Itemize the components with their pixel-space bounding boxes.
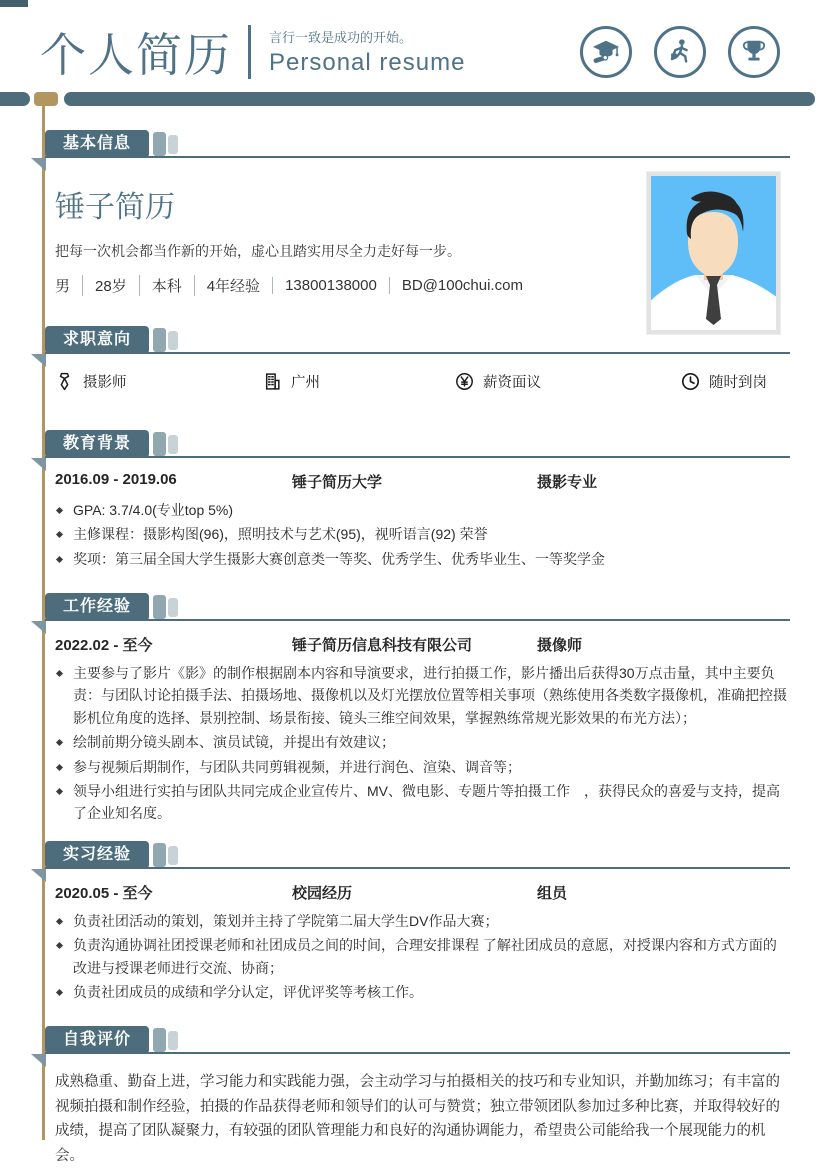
bullet-item: 负责沟通协调社团授课老师和社团成员之间的时间，合理安排课程 了解社团成员的意愿，对授课内容和方式方面的改进与授课老师进行交流、协商；	[55, 934, 790, 979]
bullet-item: 参与视频后期制作，与团队共同剪辑视频，并进行润色、渲染、调音等；	[55, 756, 790, 778]
header-icons	[580, 26, 780, 78]
candidate-summary: 把每一次机会都当作新的开始，虚心且踏实用尽全力走好每一步。	[55, 243, 461, 259]
subtitle-block	[269, 27, 465, 77]
bullet-item: 负责社团成员的成绩和学分认定，评优评奖等考核工作。	[55, 981, 790, 1003]
banner-underline	[45, 867, 790, 869]
clock-icon	[681, 372, 700, 391]
section-title-label: 求职意向	[63, 331, 132, 348]
section-title-self-evaluation	[45, 1026, 149, 1054]
work-role: 摄像师	[537, 637, 583, 654]
section-banner	[30, 130, 790, 158]
salary-icon	[455, 372, 474, 391]
info-degree: 本科	[139, 275, 182, 296]
bullet-item: 负责社团活动的策划，策划并主持了学院第二届大学生DV作品大赛；	[55, 910, 790, 932]
section-title-education	[45, 430, 149, 458]
header-divider-bar	[0, 92, 820, 106]
work-bullets	[55, 662, 790, 825]
section-title-label: 工作经验	[63, 598, 132, 615]
section-title-work	[45, 593, 149, 621]
internship-org: 校园经历	[292, 885, 353, 902]
section-banner	[30, 430, 790, 458]
internship-bullets	[55, 910, 790, 1004]
self-evaluation-text: 成熟稳重、勤奋上进，学习能力和实践能力强，会主动学习与拍摄相关的技巧和专业知识，并勤加练习；有丰富的视频拍摄和制作经验，拍摄的作品获得老师和领导们的认可与赞赏；独立带领团队参加过多种比赛，并取得较好的成绩，提高了团队凝聚力，有较强的团队管理能力和良好的沟通协调能力，希望贵公司能给我一个展现能力的机会。	[55, 1074, 780, 1164]
banner-fold	[31, 158, 46, 171]
banner-fold	[31, 354, 46, 367]
section-work-experience	[30, 593, 790, 827]
section-title-label: 自我评价	[63, 1031, 132, 1048]
trophy-icon	[728, 26, 780, 78]
intent-position-label: 摄影师	[83, 375, 127, 391]
banner-underline	[45, 352, 790, 354]
intent-availability-label: 随时到岗	[709, 375, 767, 391]
banner-tab	[168, 1031, 178, 1050]
section-title-label: 基本信息	[63, 135, 132, 152]
banner-tab	[168, 846, 178, 865]
section-banner	[30, 593, 790, 621]
education-period: 2016.09 - 2019.06	[55, 471, 177, 488]
bullet-item: 主修课程：摄影构图(96)，照明技术与艺术(95)，视听语言(92) 荣誉	[55, 523, 790, 545]
bullet-item: 奖项：第三届全国大学生摄影大赛创意类一等奖、优秀学生、优秀毕业生、一等奖学金	[55, 548, 790, 570]
banner-fold	[31, 621, 46, 634]
running-person-icon	[654, 26, 706, 78]
education-bullets	[55, 499, 790, 570]
section-banner	[30, 1026, 790, 1054]
section-title-label: 教育背景	[63, 435, 132, 452]
banner-tab	[168, 435, 178, 454]
candidate-name: 锤子简历	[55, 191, 175, 224]
banner-underline	[45, 456, 790, 458]
intent-availability	[681, 371, 790, 392]
section-education	[30, 430, 790, 572]
banner-tab	[168, 135, 178, 154]
banner-underline	[45, 156, 790, 158]
info-phone: 13800138000	[272, 277, 377, 294]
education-header-row	[55, 471, 790, 492]
internship-header-row	[55, 882, 790, 903]
bullet-item: 绘制前期分镜头剧本、演员试镜，并提出有效建议；	[55, 731, 790, 753]
banner-fold	[31, 1054, 46, 1067]
divider-gold-square	[34, 92, 58, 106]
section-banner	[30, 841, 790, 869]
intent-city-label: 广州	[291, 375, 320, 391]
banner-tab	[153, 843, 166, 867]
section-title-job-intent	[45, 326, 149, 354]
banner-fold	[31, 458, 46, 471]
education-major: 摄影专业	[537, 474, 598, 491]
title-divider	[248, 25, 251, 79]
graduation-cap-icon	[580, 26, 632, 78]
section-title-internship	[45, 841, 149, 869]
internship-role: 组员	[537, 885, 568, 902]
banner-underline	[45, 619, 790, 621]
banner-fold	[31, 869, 46, 882]
education-school: 锤子简历大学	[292, 474, 383, 491]
bullet-item: 主要参与了影片《影》的制作根据剧本内容和导演要求，进行拍摄工作，影片播出后获得30万点击量，其中主要负责：与团队讨论拍摄手法、拍摄场地、摄像机以及灯光摆放位置等相关事项（熟练使用各类数字摄像机，准确把控摄影机位角度的选择、景别控制、场景衔接、镜头三维空间效果，掌握熟练常规光影效果的布光方法）；	[55, 662, 790, 729]
page-subtitle: Personal resume	[269, 49, 466, 76]
work-period: 2022.02 - 至今	[55, 637, 153, 654]
banner-tab	[153, 132, 166, 156]
section-internship	[30, 841, 790, 1006]
banner-underline	[45, 1052, 790, 1054]
banner-tab	[168, 331, 178, 350]
section-self-evaluation	[30, 1026, 790, 1169]
banner-tab	[168, 598, 178, 617]
info-age: 28岁	[82, 275, 127, 296]
intent-salary	[455, 371, 681, 392]
page-title: 个人简历	[40, 29, 232, 81]
id-photo	[647, 172, 780, 334]
page-corner-mark	[0, 0, 28, 7]
intent-row	[55, 371, 790, 392]
bullet-item: GPA: 3.7/4.0(专业top 5%)	[55, 499, 790, 521]
section-title-basic-info	[45, 130, 149, 158]
divider-main-bar	[64, 92, 815, 106]
page-header	[0, 0, 820, 88]
section-title-label: 实习经验	[63, 846, 132, 863]
work-header-row	[55, 634, 790, 655]
slogan-text: 言行一致是成功的开始。	[269, 30, 413, 45]
intent-position	[55, 371, 263, 392]
building-icon	[263, 372, 282, 391]
section-job-intent	[30, 326, 790, 392]
work-company: 锤子简历信息科技有限公司	[292, 637, 473, 654]
divider-segment	[0, 92, 30, 106]
intent-city	[263, 371, 455, 392]
info-gender: 男	[55, 278, 71, 295]
bullet-item: 领导小组进行实拍与团队共同完成企业宣传片、MV、微电影、专题片等拍摄工作 ，获得民众的喜爱与支持，提高了企业知名度。	[55, 780, 790, 825]
tie-icon	[55, 372, 74, 391]
section-basic-info	[30, 130, 790, 296]
internship-period: 2020.05 - 至今	[55, 885, 153, 902]
banner-tab	[153, 595, 166, 619]
banner-tab	[153, 328, 166, 352]
banner-tab	[153, 1028, 166, 1052]
section-banner	[30, 326, 790, 354]
info-experience: 4年经验	[194, 275, 260, 296]
intent-salary-label: 薪资面议	[483, 375, 541, 391]
info-email: BD@100chui.com	[389, 277, 523, 294]
banner-tab	[153, 432, 166, 456]
